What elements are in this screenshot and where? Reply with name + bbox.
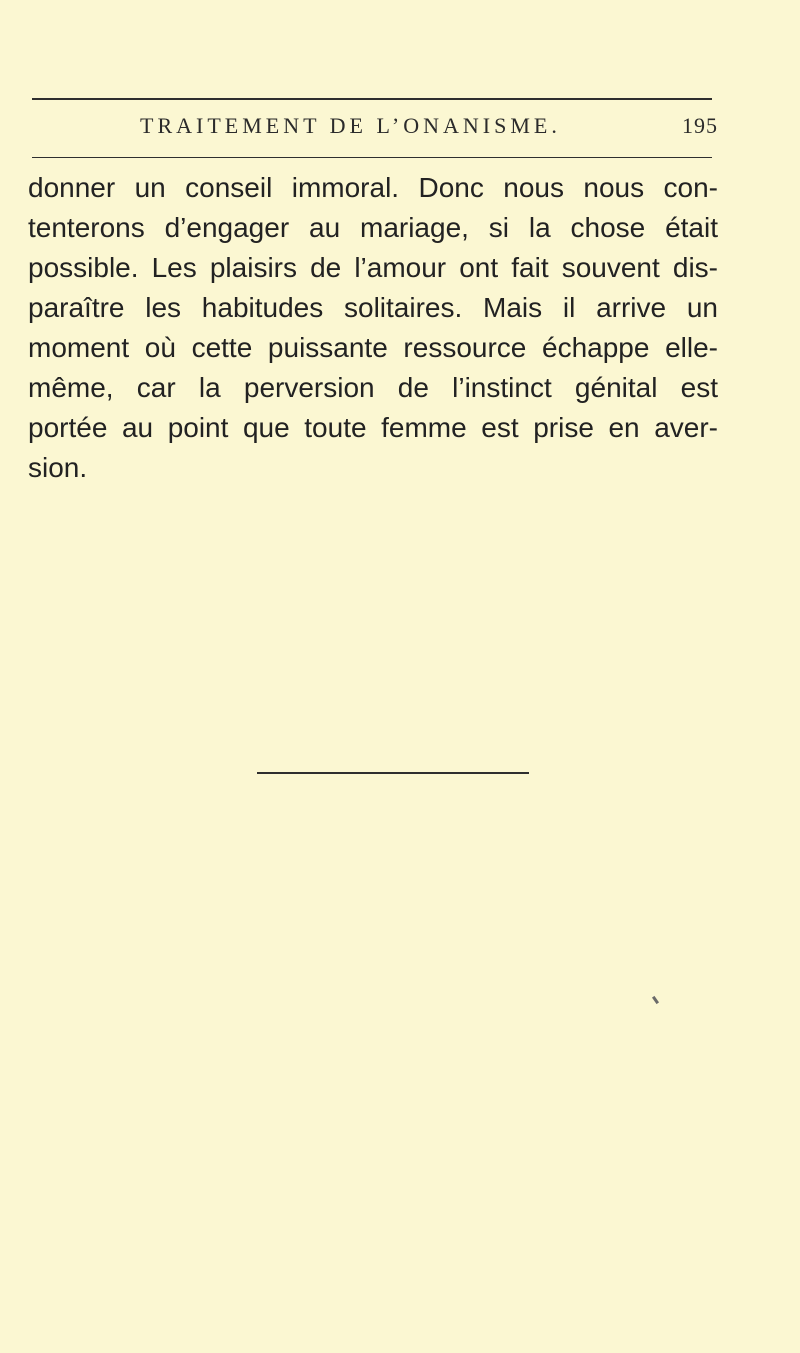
text-line: tenterons d’engager au mariage, si la chose était	[28, 212, 718, 243]
running-title: TRAITEMENT DE L’ONANISME.	[140, 113, 561, 138]
text-line: moment où cette puissante ressource échappe elle-	[28, 332, 718, 363]
running-head	[140, 113, 718, 147]
section-end-rule	[257, 772, 529, 774]
header-rule-bottom	[32, 157, 712, 158]
text-line: portée au point que toute femme est prise en aver-	[28, 412, 718, 443]
text-line: sion.	[28, 452, 88, 483]
text-line: même, car la perversion de l’instinct génital est	[28, 372, 718, 403]
paragraph	[28, 168, 718, 488]
header-rule-top	[32, 98, 712, 100]
text-line: donner un conseil immoral. Donc nous nous con-	[28, 172, 718, 203]
paper-speck	[652, 996, 659, 1004]
page-number: 195	[682, 113, 718, 138]
text-line: paraître les habitudes solitaires. Mais il arrive un	[28, 292, 718, 323]
text-line: possible. Les plaisirs de l’amour ont fait souvent dis-	[28, 252, 718, 283]
